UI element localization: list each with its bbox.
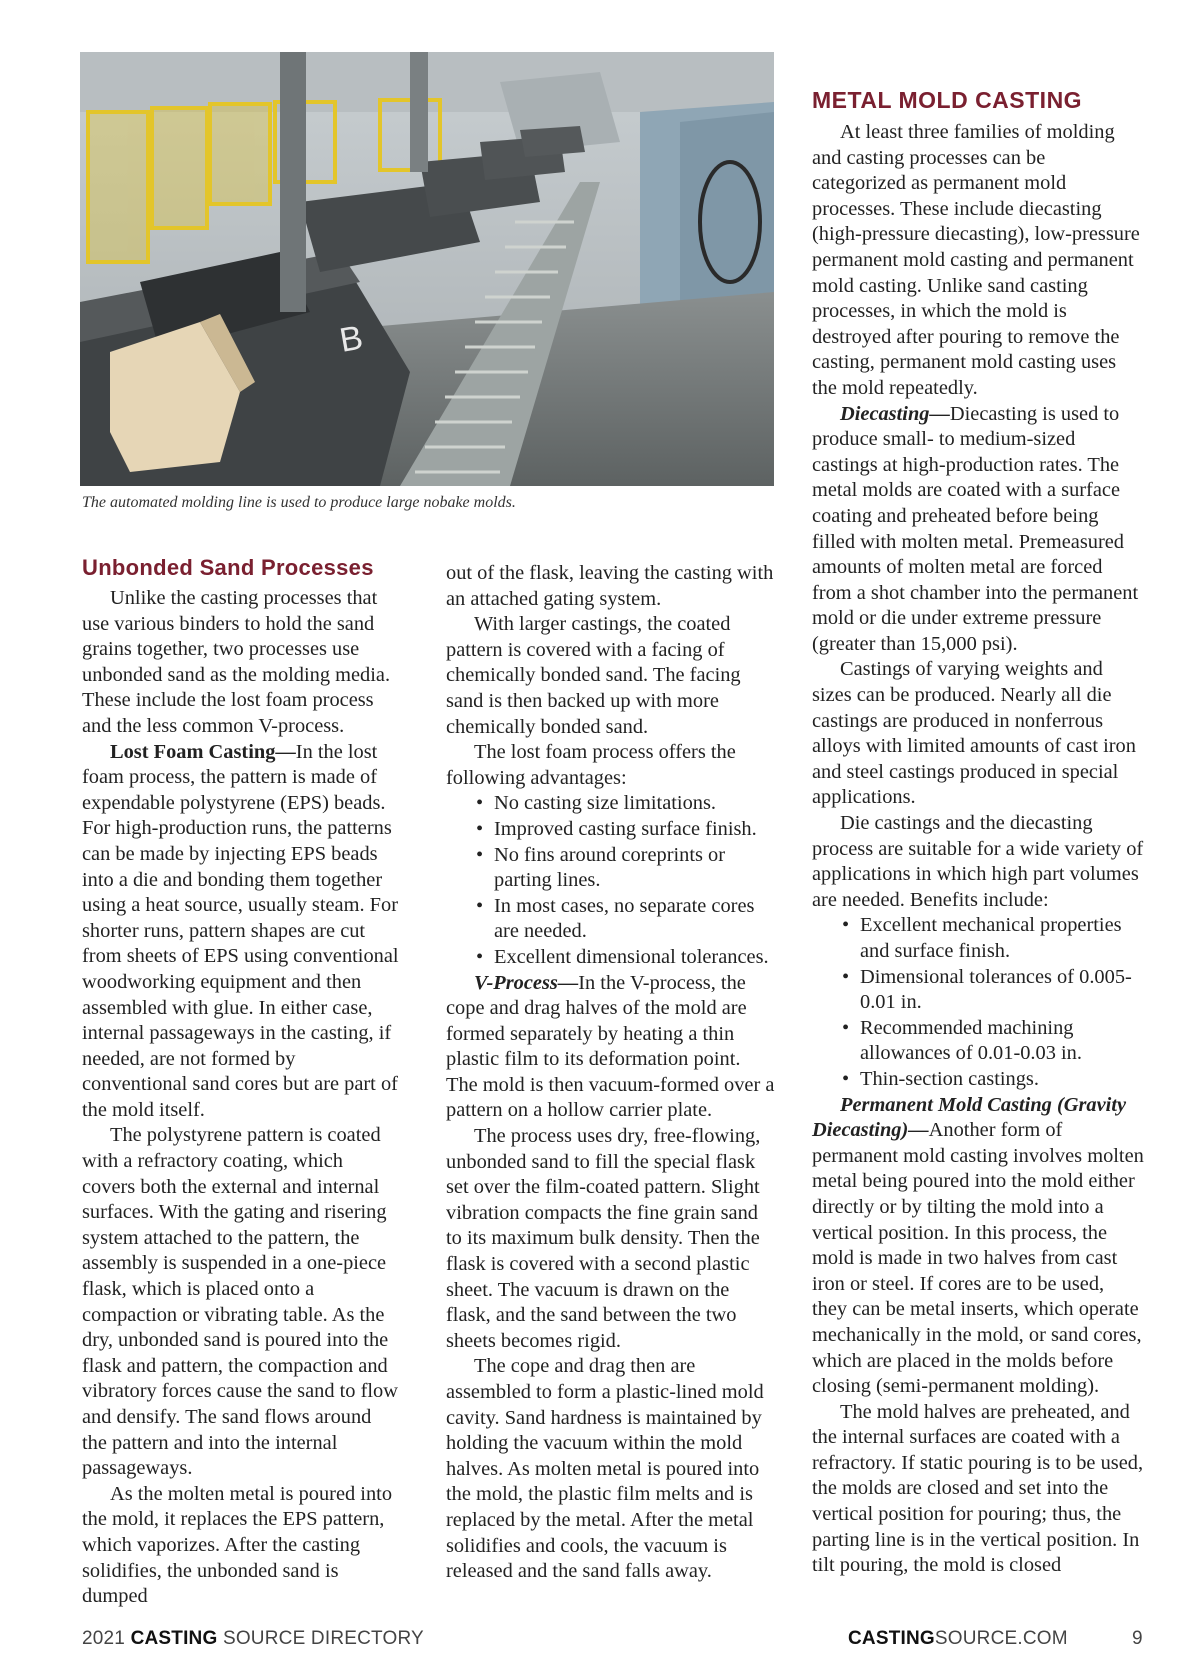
column-2 [446,561,776,1585]
paragraph: The polystyrene pattern is coated with a refractory coating, which covers both the external and internal surfaces. With the gating and risering system attached to the pattern, the assembly is suspended in a one-piece flask, which is placed onto a compaction or vibrating table. As the dry, unbonded sand is poured into the flask and pattern, the compaction and vibratory forces cause the sand to flow and densify. The sand flows around the pattern and into the internal passageways. [82,1124,398,1480]
footer-directory: SOURCE DIRECTORY [222,1628,424,1649]
paragraph: V-Process—In the V-process, the cope and drag halves of the mold are formed separately by heating a thin plastic film to its deformation point. The mold is then vacuum-formed over a pattern on a hollow carrier plate. [446,971,775,1122]
list-item: • In most cases, no separate cores are needed. [474,894,776,945]
paragraph: Diecasting—Diecasting is used to produce small- to medium-sized castings at high-production rates. The metal molds are coated with a surface coating and preheated before being filled with molten metal. Premeasured amounts of molten metal are forced from a shot chamber into the permanent mold or die under extreme pressure (greater than 15,000 psi). [812,402,1139,655]
runin-v-process: V-Process— [474,971,579,994]
advantages-list [474,791,776,970]
mold-marking: B [336,318,366,360]
list-item: • Excellent mechanical properties and surface finish. [840,913,1144,964]
list-item: • No casting size limitations. [474,791,776,817]
footer-brand: CASTING [130,1628,218,1649]
benefits-list [840,913,1144,1092]
molding-line-illustration [80,52,774,486]
paragraph: Unlike the casting processes that use various binders to hold the sand grains together, two processes use unbonded sand as the molding media. These include the lost foam process and the less common V-process. [82,587,391,737]
list-item: • Thin-section castings. [840,1067,1144,1093]
paragraph: The process uses dry, free-flowing, unbonded sand to fill the special flask set over the film-coated pattern. Slight vibration compacts the fine grain sand to its maximum bulk density. Then the flask is covered with a second plastic sheet. The vacuum is drawn on the flask, and the sand between the two sheets becomes rigid. [446,1125,761,1352]
runin-permanent-mold: Permanent Mold Casting (Gravity Diecasting)— [812,1093,1127,1142]
photo-caption: The automated molding line is used to produce large nobake molds. [82,494,516,511]
paragraph: The cope and drag then are assembled to form a plastic-lined mold cavity. Sand hardness is maintained by holding the vacuum within the mold halves. As molten metal is poured into the mold, the plastic film melts and is replaced by the metal. After the metal solidifies and cools, the vacuum is released and the sand falls away. [446,1355,764,1583]
footer-year: 2021 [82,1628,126,1649]
paragraph: As the molten metal is poured into the mold, it replaces the EPS pattern, which vaporizes. After the casting solidifies, the unbonded sand is dumped [82,1482,393,1608]
page-number: 9 [1132,1628,1143,1649]
section-heading-metal-mold: METAL MOLD CASTING [812,87,1083,113]
section-heading-unbonded: Unbonded Sand Processes [82,555,374,580]
list-item: • Recommended machining allowances of 0.01-0.03 in. [840,1016,1144,1067]
paragraph: Die castings and the diecasting process are suitable for a wide variety of applications in which high part volumes are needed. Benefits include: [812,812,1144,911]
column-3 [812,86,1144,1579]
list-item: • Improved casting surface finish. [474,817,776,843]
list-item: • Dimensional tolerances of 0.005-0.01 in. [840,965,1144,1016]
column-1 [82,554,400,1610]
runin-lost-foam: Lost Foam Casting— [110,740,296,763]
paragraph: The mold halves are preheated, and the internal surfaces are coated with a refractory. If static pouring is to be used, the molds are closed and set into the vertical position for pouring; thus, the parting line is in the vertical position. In tilt pouring, the mold is closed [812,1400,1144,1577]
paragraph: At least three families of molding and casting processes can be categorized as permanent mold processes. These include diecasting (high-pressure diecasting), low-pressure permanent mold casting and permanent mold casting. Unlike sand casting processes, in which the mold is destroyed after pouring to remove the casting, permanent mold casting uses the mold repeatedly. [812,121,1140,399]
paragraph: Lost Foam Casting—In the lost foam process, the pattern is made of expendable polystyrene (EPS) beads. For high-production runs, the patterns can be made by injecting EPS beads into a die and bonding them together using a heat source, usually steam. For shorter runs, pattern shapes are cut from sheets of EPS using conventional woodworking equipment and then assembled with glue. In either case, internal passageways in the casting, if needed, are not formed by conventional sand cores but are part of the mold itself. [82,740,399,1121]
paragraph: Castings of varying weights and sizes can be produced. Nearly all die castings are produced in nonferrous alloys with limited amounts of cast iron and steel castings produced in special applications. [812,658,1136,809]
paragraph: out of the flask, leaving the casting with an attached gating system. [446,562,774,610]
footer-publication [82,1628,424,1650]
runin-diecasting: Diecasting— [840,402,950,425]
molding-line-photo [80,52,774,486]
list-item: • No fins around coreprints or parting lines. [474,843,776,894]
paragraph: With larger castings, the coated pattern is covered with a facing of chemically bonded sand. The facing sand is then backed up with more chemically bonded sand. [446,613,741,738]
paragraph: Permanent Mold Casting (Gravity Diecasting)—Another form of permanent mold casting involves molten metal being poured into the mold either directly or by tilting the mold into a vertical position. In this process, the mold is made in two halves from cast iron or steel. If cores are to be used, they can be metal inserts, which operate mechanically in the mold, or sand cores, which are placed in the molds before closing (semi-permanent molding). [812,1093,1144,1398]
list-item: • Excellent dimensional tolerances. [474,945,776,971]
paragraph: The lost foam process offers the following advantages: [446,741,736,789]
footer-website[interactable]: CASTINGSOURCE.COM [848,1628,1068,1649]
